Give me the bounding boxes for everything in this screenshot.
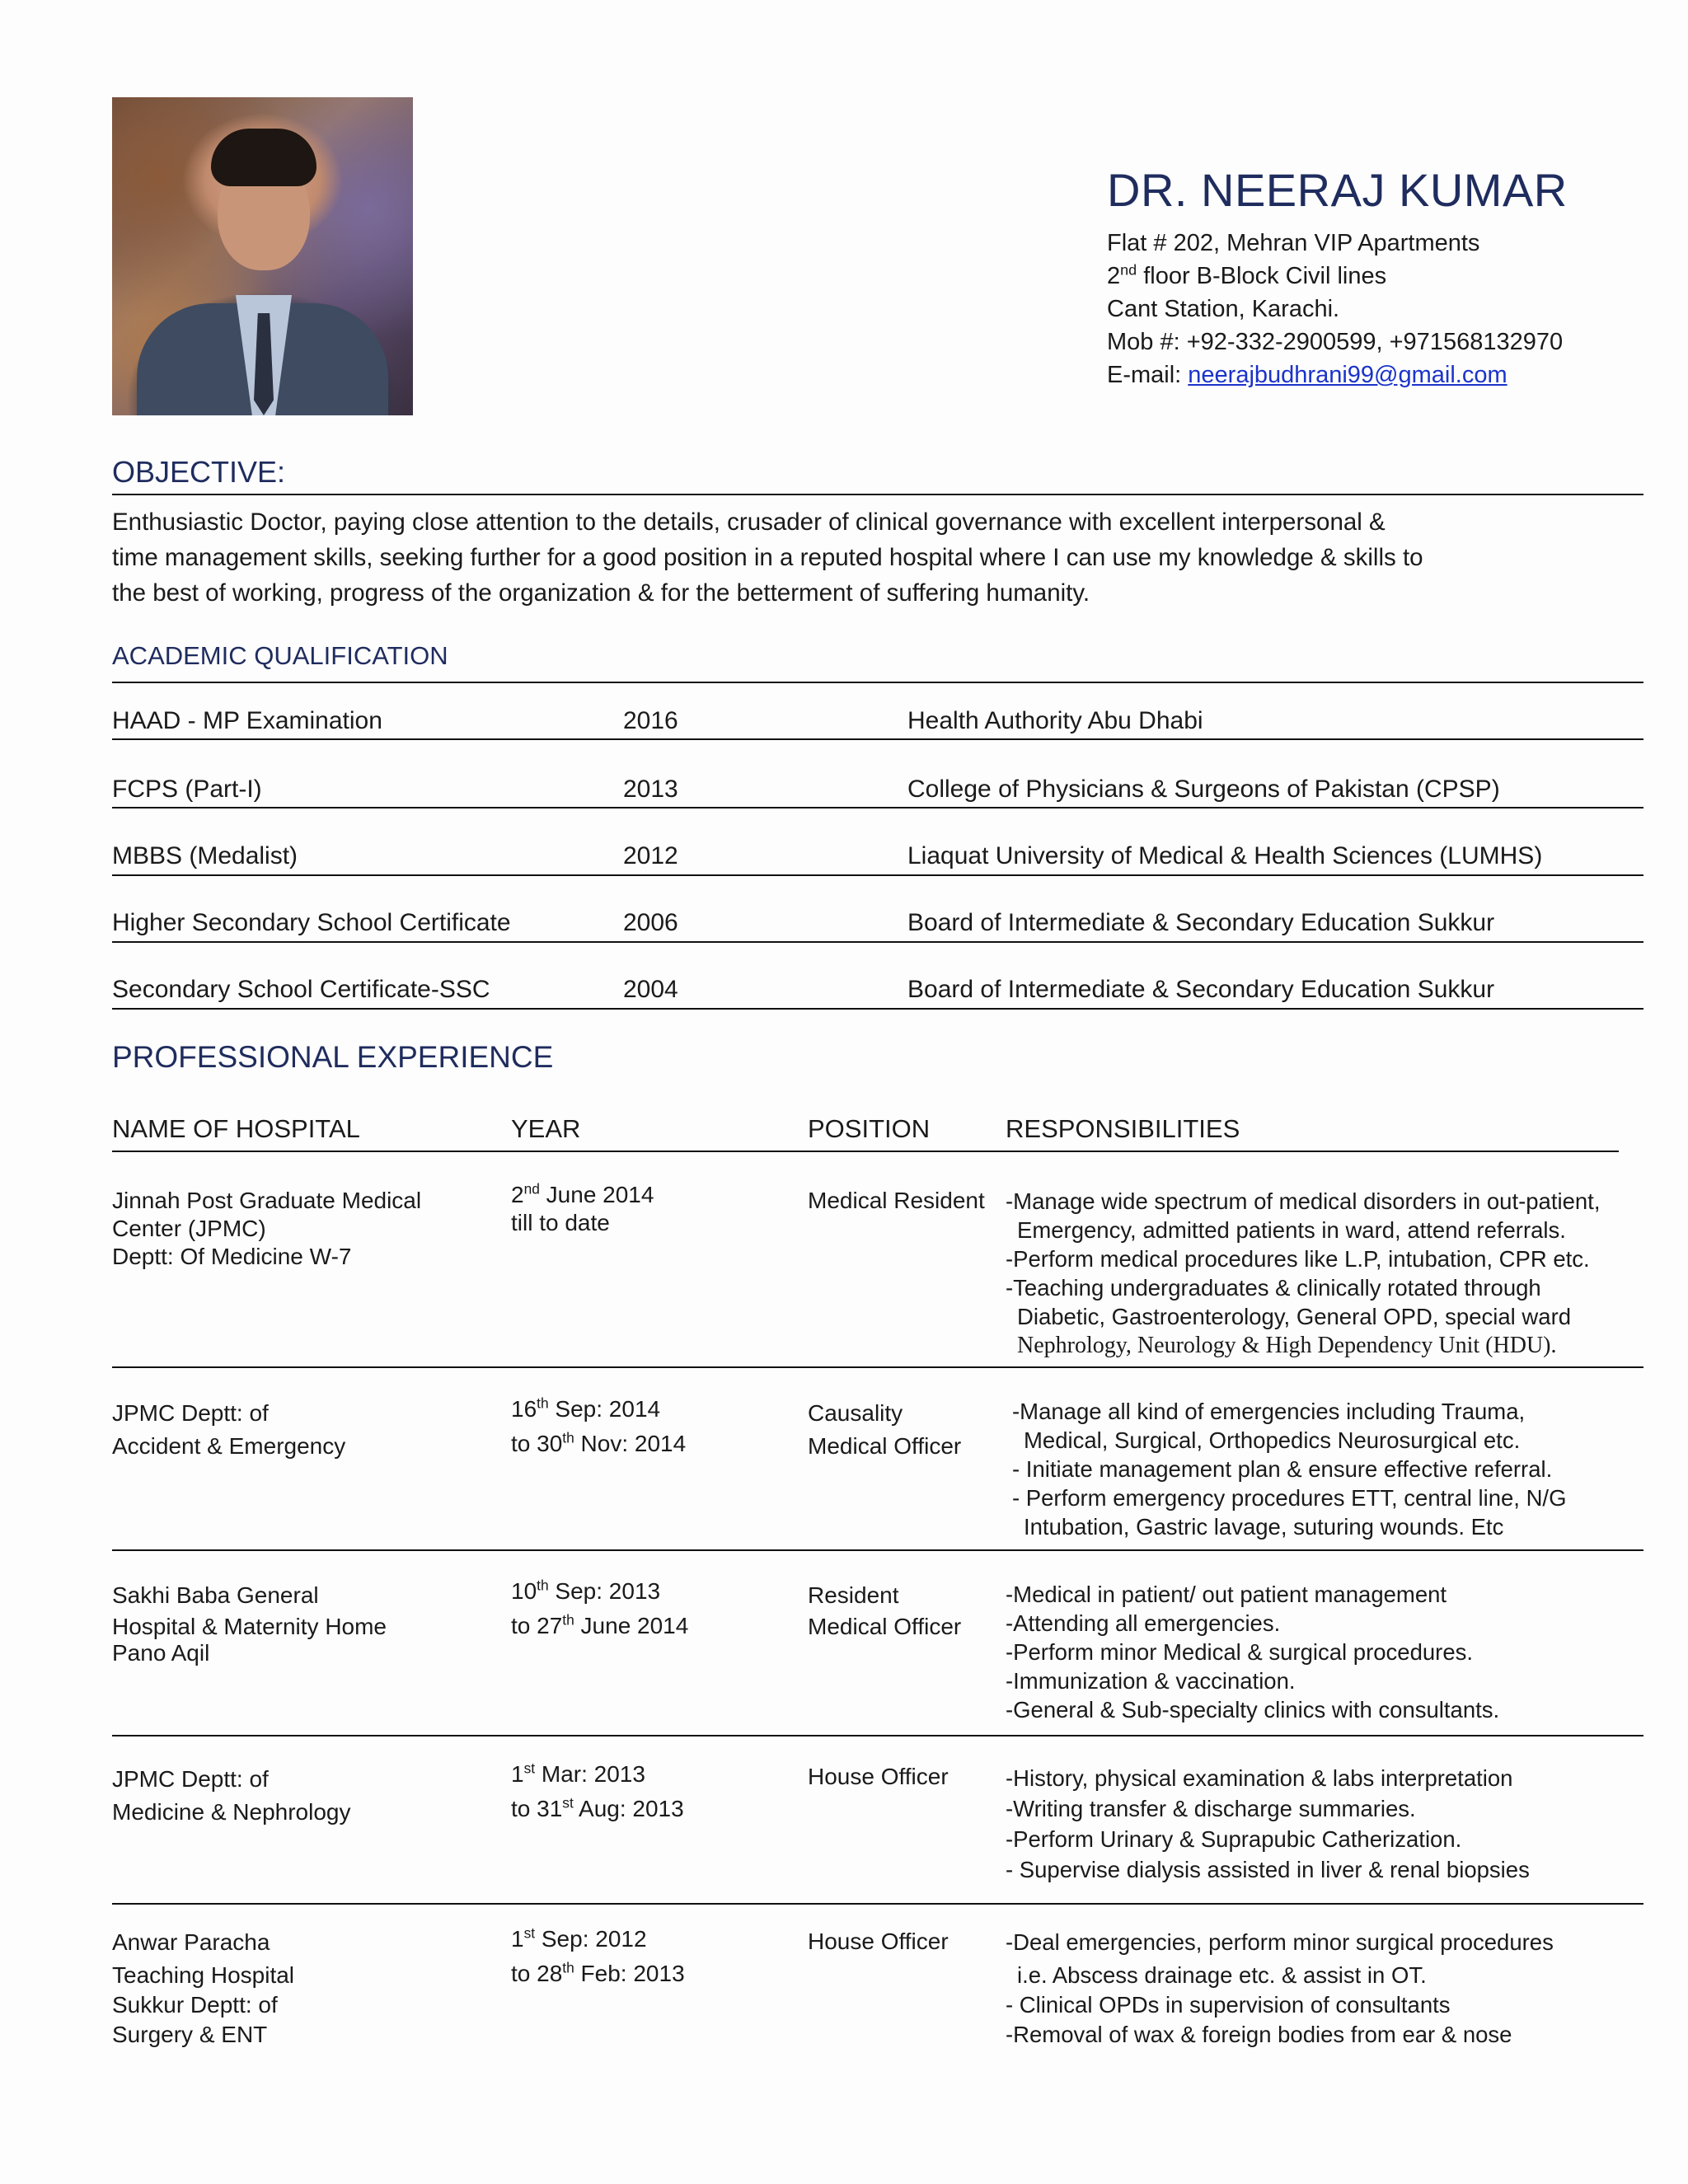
academic-rule [112, 682, 1643, 683]
entry-responsibilities: -Manage all kind of emergencies including Trauma, Medical, Surgical, Orthopedics Neurosurgical etc. - Initiate management plan & ensure effective referral. - Perform emergency procedures ETT, central line, N/G Intubation, Gastric lavage, suturing wounds. Etc [1012, 1399, 1567, 1540]
objective-rule [112, 494, 1643, 495]
entry-responsibilities: -Medical in patient/ out patient management -Attending all emergencies. -Perform minor Medical & surgical procedures. -Immunization & vaccination. -General & Sub-specialty clinics with consultants. [1006, 1582, 1500, 1722]
entry-position: Resident Medical Officer [808, 1582, 962, 1639]
entry-responsibilities: -Deal emergencies, perform minor surgical procedures i.e. Abscess drainage etc. & assist in OT. - Clinical OPDs in supervision of consultants -Removal of wax & foreign bodies from ear & nose [1006, 1929, 1554, 2047]
column-header-responsibilities: RESPONSIBILITIES [1006, 1114, 1240, 1143]
entry-hospital: Sakhi Baba General Hospital & Maternity Home Pano Aqil [112, 1582, 387, 1666]
entry-position: Causality Medical Officer [808, 1400, 962, 1459]
entry-hospital: JPMC Deptt: of Accident & Emergency [112, 1400, 346, 1459]
entry-year: 2nd June 2014 till to date [511, 1180, 654, 1235]
column-header-hospital: NAME OF HOSPITAL [112, 1114, 360, 1143]
entry-year: 1st Mar: 2013 to 31st Aug: 2013 [511, 1760, 684, 1821]
entry-year: 10th Sep: 2013 to 27th June 2014 [511, 1577, 689, 1638]
entry-hospital: JPMC Deptt: of Medicine & Nephrology [112, 1766, 351, 1825]
column-header-year: YEAR [511, 1114, 581, 1143]
academic-row: Higher Secondary School Certificate 2006 Board of Intermediate & Secondary Education Sukkur [112, 909, 1495, 936]
academic-row: MBBS (Medalist) 2012 Liaquat University of Medical & Health Sciences (LUMHS) [112, 842, 1543, 869]
academic-heading: ACADEMIC QUALIFICATION [112, 641, 448, 670]
address-line-1: Flat # 202, Mehran VIP Apartments [1107, 230, 1480, 256]
experience-header-rule [112, 1151, 1619, 1152]
email-line: E-mail: neerajbudhrani99@gmail.com [1107, 362, 1507, 388]
contact-block [1107, 227, 1563, 391]
entry-position: House Officer [808, 1764, 949, 1789]
entry-hospital: Jinnah Post Graduate Medical Center (JPMC) Deptt: Of Medicine W-7 [112, 1188, 422, 1269]
objective-text: Enthusiastic Doctor, paying close attention to the details, crusader of clinical governance with excellent interpersonal & time management skills, seeking further for a good position in a reputed hospital where I can use my knowledge & skills to the best of working, progress of the organization & for the betterment of suffering humanity. [112, 509, 1423, 607]
entry-position: House Officer [808, 1929, 949, 1954]
objective-heading: OBJECTIVE: [112, 455, 286, 489]
entry-position: Medical Resident [808, 1188, 985, 1213]
academic-row: FCPS (Part-I) 2013 College of Physicians & Surgeons of Pakistan (CPSP) [112, 776, 1500, 803]
address-line-2: 2nd floor B-Block Civil lines [1107, 261, 1387, 289]
academic-row: HAAD - MP Examination 2016 Health Authority Abu Dhabi [112, 707, 1203, 734]
academic-row: Secondary School Certificate-SSC 2004 Board of Intermediate & Secondary Education Sukkur [112, 976, 1495, 1003]
experience-heading: PROFESSIONAL EXPERIENCE [112, 1040, 554, 1074]
profile-photo [112, 97, 413, 415]
entry-responsibilities: -History, physical examination & labs interpretation -Writing transfer & discharge summaries. -Perform Urinary & Suprapubic Catherization. - Supervise dialysis assisted in liver & renal biopsies [1006, 1765, 1530, 1882]
candidate-name: DR. NEERAJ KUMAR [1107, 164, 1568, 216]
address-line-3: Cant Station, Karachi. [1107, 296, 1340, 322]
column-header-position: POSITION [808, 1114, 931, 1143]
entry-year: 16th Sep: 2014 to 30th Nov: 2014 [511, 1394, 687, 1456]
mobile-numbers: Mob #: +92-332-2900599, +971568132970 [1107, 329, 1564, 355]
entry-year: 1st Sep: 2012 to 28th Feb: 2013 [511, 1924, 685, 1986]
email-link[interactable]: neerajbudhrani99@gmail.com [1188, 362, 1507, 388]
entry-hospital: Anwar Paracha Teaching Hospital Sukkur Deptt: of Surgery & ENT [112, 1929, 295, 2047]
entry-responsibilities: -Manage wide spectrum of medical disorders in out-patient, Emergency, admitted patients in ward, attend referrals. -Perform medical procedures like L.P, intubation, CPR etc. -Teaching undergraduates & clinically rotated through Diabetic, Gastroenterology, General OPD, special ward Nephrology, Neurology & High Dependency Unit (HDU). [1006, 1188, 1601, 1358]
